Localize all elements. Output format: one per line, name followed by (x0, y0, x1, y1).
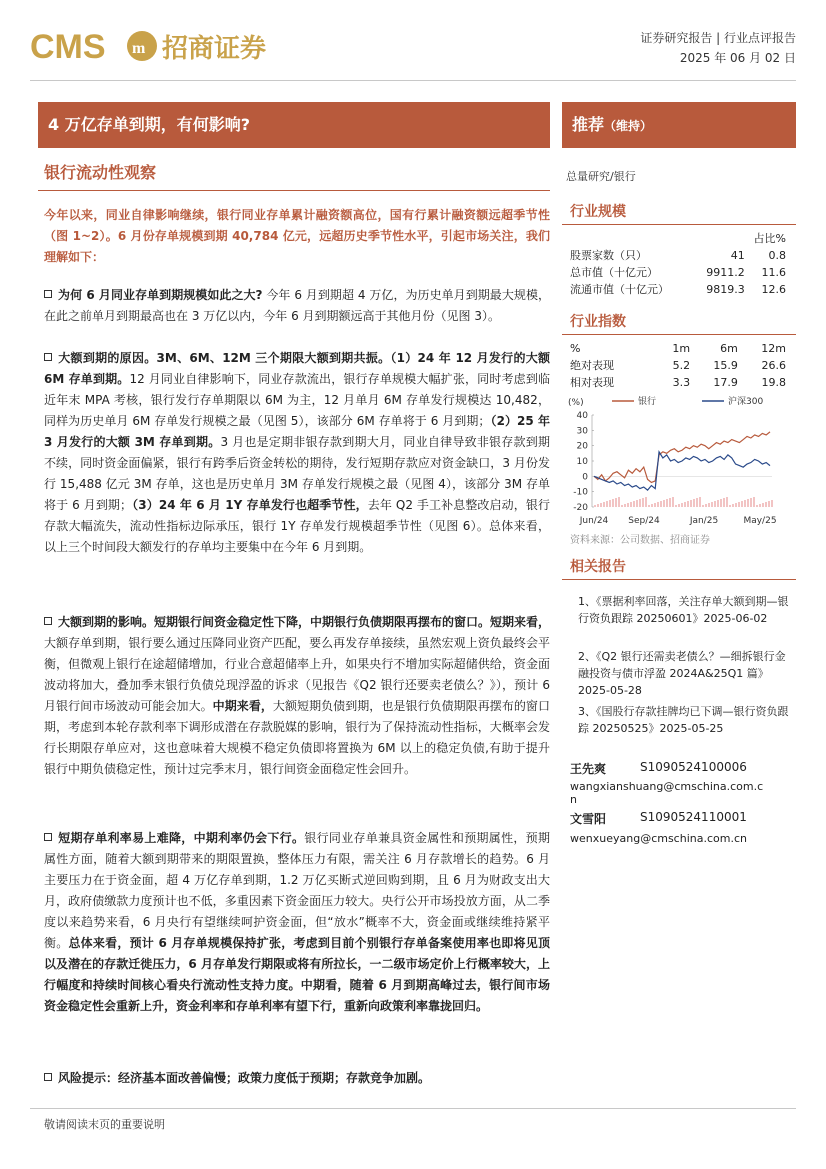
logo-cn-text: 招商证券 (162, 34, 267, 64)
bullet-text-2: 大额短期负债到期，也是银行负债期限再摆布的窗口期，考虑到本轮存款利率下调形成潜在存款脱媒的影响，银行为了保持流动性指标，大概率会发行长期限存单应对，这也意味着大规模不稳定负债即将置换为 6M 以上的稳定负债,有助于提升银行中期负债稳定性，预计过完季末月，银行间资金面稳定性会回升。 (44, 699, 550, 776)
chart-xtick-label: Jun/24 (579, 516, 609, 526)
bullet-text: 今年 6 月到期超 4 万亿，为历史单月到期最大规模，在此之前单月到期最高也在 3 万亿以内，今年 6 月到期额远高于其他月份（见图 3）。 (44, 288, 550, 323)
index-row-label: 相对表现 (570, 376, 614, 389)
scale-row-label: 股票家数（只） (570, 249, 647, 262)
bullet-1 (44, 285, 550, 327)
bullet-heading-2: 总体来看，预计 6 月存单规模保持扩张，考虑到目前个别银行存单备案使用率也即将见顶以及潜在的存款迁徙压力，6 月存单发行期限或将有所拉长，一二级市场定价上行概率较大，上行幅度和持续时间核心看央行流动性支持力度。中期看，随着 6 月到期高峰过去，银行间市场资金稳定性会重新上升，资金利率和存单利率有望下行，重新向政策利率靠拢回归。 (44, 936, 550, 1013)
chart-volume-bar (642, 498, 644, 507)
related-section-title: 相关报告 (570, 559, 626, 575)
chart-volume-bar (681, 503, 683, 507)
chart-volume-bar (702, 505, 704, 507)
related-report-3[interactable]: 3、《国股行存款挂牌均已下调—银行资负跟踪 20250525》2025-05-25 (578, 705, 789, 735)
bullet-heading: 风险提示：经济基本面改善偏慢；政策力度低于预期；存款竞争加剧。 (58, 1071, 431, 1085)
index-header: % (570, 342, 581, 355)
table-row (570, 281, 786, 298)
index-value: 3.3 (672, 376, 691, 389)
bullet-text-2: 3 月也是定期非银存款到期大月，同业自律导致非银存款到期不续，同时资金面偏紧，银行有跨季后资金转松的期待，发行短期存款应对资金缺口，3 月份发行 15,488 亿元 3M 存单，这也是历史单月 3M 存单发行规模之最（见图 4），该部分 3M 存单将于 6 月到期； (44, 435, 550, 512)
index-section-header (562, 310, 796, 335)
chart-volume-bar (633, 501, 635, 507)
analyst-1-id: S1090524100006 (640, 760, 747, 774)
chart-volume-bar (741, 501, 743, 507)
analyst-2-id: S1090524110001 (640, 810, 747, 824)
chart-volume-bar (600, 503, 602, 507)
footer-note: 敬请阅读末页的重要说明 (44, 1118, 165, 1131)
bullet-heading: 大额到期的影响。短期银行间资金稳定性下降，中期银行负债期限再摆布的窗口。短期来看， (58, 615, 551, 629)
chart-volume-bar (666, 499, 668, 507)
scale-row-label: 流通市值（十亿元） (570, 283, 669, 296)
bullet-3 (44, 612, 550, 780)
index-table (570, 340, 786, 391)
analyst-1-name: 王先爽 (570, 762, 607, 776)
chart-series-line (594, 452, 770, 490)
chart-ytick-label: 10 (576, 457, 588, 467)
bullet-heading-2: （2）25 年 3 月发行的大额 3M 存单到期。 (44, 414, 550, 449)
chart-xtick-label: Sep/24 (628, 516, 660, 526)
chart-volume-bar (726, 497, 728, 507)
header-meta (640, 28, 796, 68)
chart-volume-bar (612, 499, 614, 507)
chart-volume-bar (615, 498, 617, 507)
chart-volume-bar (624, 504, 626, 507)
related-report-2[interactable]: 2、《Q2 银行还需卖老债么？—细拆银行金融投资与债市浮盈 2024A&25Q1 篇》2025-05-28 (578, 650, 786, 697)
chart-volume-bar (732, 504, 734, 507)
chart-ytick-label: 30 (576, 426, 588, 437)
chart-legend-label: 银行 (638, 397, 657, 407)
chart-volume-bar (636, 500, 638, 507)
scale-row-pct: 0.8 (768, 249, 786, 262)
chart-volume-bar (720, 499, 722, 507)
bullet-2 (44, 348, 550, 558)
bullet-square-icon (44, 1073, 52, 1081)
chart-volume-bar (690, 500, 692, 507)
chart-volume-bar (708, 503, 710, 507)
chart-volume-bar (705, 504, 707, 507)
chart-volume-bar (714, 501, 716, 507)
chart-ylabel: (%) (568, 398, 584, 408)
chart-legend-label: 沪深300 (728, 397, 764, 407)
chart-ytick-label: 40 (576, 411, 588, 421)
bullet-text: 银行同业存单兼具资金属性和预期属性，预期属性方面，随着大额到期带来的期限置换，整体压力有限，需关注 6 月存款增长的趋势。6 月主要压力在于资金面，超 4 万亿存单到期，1.2 万亿买断式逆回购到期，且 6 月为财政支出大月，政府债缴款力度预计也不低，多重因素下资金面压力较大。央行公开市场投放方面，从二季度以来趋势来看，6 月央行有望继续呵护资金面，但“放水”概率不大，资金面或继续维持紧平衡。 (44, 831, 550, 950)
chart-volume-bar (756, 505, 758, 507)
table-row (570, 357, 786, 374)
chart-volume-bar (606, 501, 608, 507)
scale-row-pct: 12.6 (761, 283, 786, 296)
index-value: 15.9 (713, 359, 738, 372)
table-row (570, 264, 786, 281)
index-value: 26.6 (761, 359, 786, 372)
chart-volume-bar (753, 497, 755, 507)
bullet-text: 大额存单到期，银行要么通过压降同业资产匹配，要么再发存单接续，虽然宏观上资负最终会平衡，但微观上银行在途超储增加，行业合意超储率上升，如果央行不增加实际超储供给，资金面波动将加大，叠加季末银行负债兑现浮盈的诉求（见报告《Q2 银行还要卖老债么？》），预计 6 月银行间市场波动可能会加大。 (44, 636, 550, 713)
chart-volume-bar (750, 498, 752, 507)
analyst-1-email[interactable]: wangxianshuang@cmschina.com.cn (570, 780, 764, 806)
bullet-square-icon (44, 353, 52, 361)
chart-volume-bar (768, 501, 770, 507)
index-header: 12m (761, 342, 786, 355)
chart-volume-bar (597, 504, 599, 507)
bullet-heading: 短期存单利率易上难降，中期利率仍会下行。 (58, 831, 305, 845)
chart-volume-bar (729, 505, 731, 507)
index-value: 5.2 (672, 359, 691, 372)
chart-volume-bar (678, 504, 680, 507)
bullet-heading: 为何 6 月同业存单到期规模如此之大? (58, 288, 263, 302)
bullet-heading-2: 中期来看， (212, 699, 273, 713)
table-row (570, 374, 786, 391)
chart-volume-bar (618, 497, 620, 507)
cms-logo (30, 22, 290, 72)
bullet-4 (44, 828, 550, 1017)
chart-xtick-label: Jan/25 (689, 516, 719, 526)
index-section-title: 行业指数 (570, 314, 626, 330)
index-chart (566, 395, 796, 530)
scale-section-title: 行业规模 (570, 204, 626, 220)
chart-volume-bar (648, 505, 650, 507)
index-value: 19.8 (761, 376, 786, 389)
chart-ytick-label: -20 (573, 503, 588, 513)
chart-volume-bar (621, 505, 623, 507)
report-subtitle: 银行流动性观察 (44, 163, 157, 182)
chart-volume-bar (744, 500, 746, 507)
chart-volume-bar (717, 500, 719, 507)
analyst-2-email[interactable]: wenxueyang@cmschina.com.cn (570, 832, 747, 845)
chart-volume-bar (660, 501, 662, 507)
bullet-square-icon (44, 290, 52, 298)
chart-volume-bar (711, 502, 713, 507)
scale-row-value: 41 (730, 249, 745, 262)
chart-volume-bar (627, 503, 629, 507)
index-header: 6m (720, 342, 738, 355)
bullet-text-3: 去年 Q2 手工补息整改启动，银行存款大幅流失，流动性指标边际承压，银行 1Y 存单发行规模超季节性（见图 6）。总体来看，以上三个时间段大额发行的存单均主要集中在今年 6 月到期。 (44, 498, 550, 554)
bullet-heading-3: （3）24 年 6 月 1Y 存单发行也超季节性， (132, 498, 368, 512)
chart-volume-bar (669, 498, 671, 507)
chart-volume-bar (657, 502, 659, 507)
chart-volume-bar (654, 503, 656, 507)
chart-volume-bar (609, 500, 611, 507)
chart-volume-bar (723, 498, 725, 507)
scale-row-label: 总市值（十亿元） (570, 266, 658, 279)
analyst-2-name: 文雪阳 (570, 812, 607, 826)
header-divider (30, 80, 796, 81)
chart-volume-bar (645, 497, 647, 507)
chart-volume-bar (747, 499, 749, 507)
chart-volume-bar (693, 499, 695, 507)
chart-volume-bar (684, 502, 686, 507)
scale-row-pct: 11.6 (761, 266, 786, 279)
scale-section-header (562, 200, 796, 225)
chart-source: 资料来源：公司数据、招商证券 (570, 535, 710, 546)
chart-volume-bar (603, 502, 605, 507)
report-type: 证券研究报告 | 行业点评报告 (640, 31, 796, 45)
scale-pct-header: 占比% (753, 232, 786, 245)
table-row (570, 247, 786, 264)
summary-paragraph: 今年以来，同业自律影响继续，银行同业存单累计融资额高位，国有行累计融资额远超季节性（图 1~2）。6 月份存单规模到期 40,784 亿元，远超历史季节性水平，引起市场关注，我们理解如下： (44, 208, 550, 264)
chart-volume-bar (696, 498, 698, 507)
rating-note: （维持） (604, 119, 653, 133)
index-row-label: 绝对表现 (570, 359, 614, 372)
index-header: 1m (672, 342, 691, 355)
bullet-5 (44, 1068, 550, 1089)
chart-volume-bar (651, 504, 653, 507)
footer-divider (30, 1108, 796, 1109)
chart-volume-bar (672, 497, 674, 507)
chart-volume-bar (594, 505, 596, 507)
scale-row-value: 9819.3 (706, 283, 745, 296)
chart-volume-bar (762, 503, 764, 507)
chart-volume-bar (663, 500, 665, 507)
industry-label: 总量研究/银行 (566, 170, 636, 183)
rating-band (562, 102, 796, 148)
chart-xtick-label: May/25 (743, 516, 777, 526)
chart-volume-bar (738, 502, 740, 507)
report-title: 4 万亿存单到期，有何影响? (38, 102, 550, 148)
chart-ytick-label: -10 (573, 487, 588, 498)
logo-cms-text: CMS (30, 28, 106, 66)
rating-label: 推荐 (572, 115, 605, 134)
report-date: 2025 年 06 月 02 日 (679, 51, 796, 65)
bullet-square-icon (44, 617, 52, 625)
chart-volume-bar (630, 502, 632, 507)
chart-volume-bar (735, 503, 737, 507)
chart-volume-bar (771, 500, 773, 507)
logo-emblem-glyph: m (132, 40, 146, 57)
chart-volume-bar (759, 504, 761, 507)
bullet-heading: 大额到期的原因。3M、6M、12M 三个期限大额到期共振。（1）24 年 12 月发行的大额 6M 存单到期。 (44, 351, 550, 386)
chart-ytick-label: 20 (576, 441, 588, 452)
chart-volume-bar (639, 499, 641, 507)
bullet-text: 12 月同业自律影响下，同业存款流出，银行存单规模大幅扩张，同时考虑到临近年末 MPA 考核，银行发行存单期限以 6M 为主，12 月单月 6M 存单发行规模达 10,482，同样为历史单月 6M 存单发行规模之最（见图 5），该部分 6M 存单将于 6 月到期； (44, 372, 550, 428)
chart-volume-bar (765, 502, 767, 507)
subtitle-divider (38, 190, 550, 191)
bullet-square-icon (44, 833, 52, 841)
related-report-1[interactable]: 1、《票据利率回落，关注存单大额到期—银行资负跟踪 20250601》2025-06-02 (578, 595, 789, 625)
chart-volume-bar (699, 497, 701, 507)
chart-volume-bar (675, 505, 677, 507)
scale-table (570, 230, 786, 298)
chart-volume-bar (687, 501, 689, 507)
related-section-header (562, 555, 796, 580)
chart-ytick-label: 0 (582, 472, 588, 483)
chart-series-line (594, 432, 770, 483)
scale-row-value: 9911.2 (706, 266, 745, 279)
index-value: 17.9 (713, 376, 738, 389)
